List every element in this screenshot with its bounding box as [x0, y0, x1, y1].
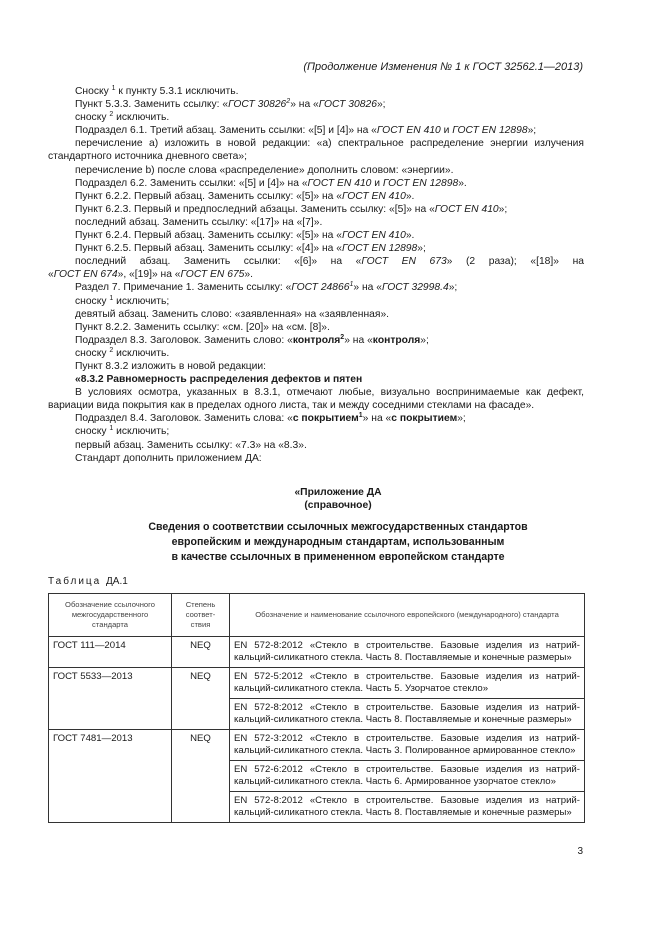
reference-cell: EN 572-6:2012 «Стекло в строительстве. Базовые изделия из натрий-кальций-силикатного стекла. Часть 6. Армированное узорчатое стекло»	[230, 761, 585, 792]
paragraph: Пункт 6.2.2. Первый абзац. Заменить ссылку: «[5]» на «ГОСТ EN 410».	[75, 190, 415, 202]
table-caption	[48, 576, 128, 587]
degree-cell: NEQ	[172, 668, 230, 730]
appendix-heading	[48, 520, 628, 565]
degree-cell: NEQ	[172, 637, 230, 668]
paragraph: перечисление b) после слова «распределение» дополнить словом: «энергии».	[75, 164, 454, 176]
reference-cell: EN 572-8:2012 «Стекло в строительстве. Базовые изделия из натрий-кальций-силикатного стекла. Часть 8. Поставляемые и конечные размеры»	[230, 637, 585, 668]
header-cell: Обозначение и наименование ссылочного европейского (международного) стандарта	[230, 594, 585, 637]
heading-line: европейским и международным стандартам, использованным	[171, 536, 505, 548]
standard-cell: ГОСТ 7481—2013	[49, 730, 172, 823]
paragraph: В условиях осмотра, указанных в 8.3.1, отмечают любые, визуально воспринимаемые как дефект, вариации вида покрытия как в пределах одного листа, так и между соседними стеклами на фасаде».	[48, 387, 584, 412]
reference-cell: EN 572-5:2012 «Стекло в строительстве. Базовые изделия из натрий-кальций-силикатного стекла. Часть 5. Узорчатое стекло»	[230, 668, 585, 699]
reference-cell: EN 572-8:2012 «Стекло в строительстве. Базовые изделия из натрий-кальций-силикатного стекла. Часть 8. Поставляемые и конечные размеры»	[230, 699, 585, 730]
section-heading: «8.3.2 Равномерность распределения дефектов и пятен	[75, 374, 363, 386]
table-row	[49, 637, 585, 668]
paragraph: Подраздел 6.1. Третий абзац. Заменить ссылки: «[5] и [4]» на «ГОСТ EN 410 и ГОСТ EN 12898»;	[75, 125, 537, 137]
heading-line: в качестве ссылочных в примененном европейском стандарте	[171, 551, 505, 563]
table-header-row	[49, 594, 585, 637]
appendix-title	[48, 486, 628, 512]
paragraph: девятый абзац. Заменить слово: «заявленная» на «заявленная».	[75, 308, 390, 320]
paragraph: Подраздел 8.3. Заголовок. Заменить слово: «контроля$^2$» на «контроля»;	[75, 333, 429, 346]
paragraph: перечисление а) изложить в новой редакции: «а) спектральное распределение энергии излучения стандартного источника дневного света»;	[48, 138, 584, 163]
paragraph: Подраздел 6.2. Заменить ссылки: «[5] и [4]» на «ГОСТ EN 410 и ГОСТ EN 12898».	[75, 177, 467, 189]
paragraph: последний абзац. Заменить ссылки: «[6]» на «ГОСТ EN 673» (2 раза); «[18]» на	[75, 256, 584, 268]
header-cell: Обозначение ссылочного межгосударственного стандарта	[49, 594, 172, 637]
paragraph: «ГОСТ EN 674», «[19]» на «ГОСТ EN 675».	[48, 269, 253, 281]
paragraph: Пункт 6.2.5. Первый абзац. Заменить ссылку: «[4]» на «ГОСТ EN 12898»;	[75, 243, 426, 255]
paragraph: Сноску $^1$ к пункту 5.3.1 исключить.	[75, 85, 239, 97]
paragraph: Подраздел 8.4. Заголовок. Заменить слова: «с покрытием$^1$» на «с покрытием»;	[75, 412, 466, 425]
heading-line: Сведения о соответствии ссылочных межгосударственных стандартов	[148, 521, 528, 533]
table-row	[49, 668, 585, 699]
correspondence-table	[48, 593, 585, 823]
caption-word: Таблица	[48, 576, 102, 587]
paragraph: Пункт 8.3.2 изложить в новой редакции:	[75, 360, 267, 372]
paragraph: Раздел 7. Примечание 1. Заменить ссылку: «ГОСТ 24866$^1$» на «ГОСТ 32998.4»;	[75, 281, 458, 294]
table-row	[49, 730, 585, 761]
paragraph: Пункт 8.2.2. Заменить ссылку: «см. [20]» на «см. [8]».	[75, 321, 330, 333]
page-number: 3	[577, 846, 583, 857]
appendix-subtitle: (справочное)	[304, 500, 372, 511]
standard-cell: ГОСТ 111—2014	[49, 637, 172, 668]
paragraph: первый абзац. Заменить ссылку: «7.3» на «8.3».	[75, 439, 307, 451]
paragraph: сноску $^2$ исключить.	[75, 111, 170, 124]
paragraph: сноску $^2$ исключить.	[75, 346, 170, 359]
paragraph: сноску $^1$ исключить;	[75, 425, 170, 438]
degree-cell: NEQ	[172, 730, 230, 823]
standard-cell: ГОСТ 5533—2013	[49, 668, 172, 730]
appendix-label: «Приложение ДА	[294, 487, 382, 498]
reference-cell: EN 572-8:2012 «Стекло в строительстве. Базовые изделия из натрий-кальций-силикатного стекла. Часть 8. Поставляемые и конечные размеры»	[230, 792, 585, 823]
paragraph: Пункт 6.2.4. Первый абзац. Заменить ссылку: «[5]» на «ГОСТ EN 410».	[75, 230, 415, 242]
paragraph: Стандарт дополнить приложением ДА:	[75, 452, 262, 464]
amendment-text	[48, 85, 584, 465]
header-cell: Степень соответ-ствия	[172, 594, 230, 637]
paragraph: Пункт 5.3.3. Заменить ссылку: «ГОСТ 30826$^2$» на «ГОСТ 30826»;	[75, 98, 386, 111]
reference-cell: EN 572-3:2012 «Стекло в строительстве. Базовые изделия из натрий-кальций-силикатного стекла. Часть 3. Полированное армированное стекло»	[230, 730, 585, 761]
paragraph: последний абзац. Заменить ссылку: «[17]» на «[7]».	[75, 216, 323, 228]
paragraph: Пункт 6.2.3. Первый и предпоследний абзацы. Заменить ссылку: «[5]» на «ГОСТ EN 410»;	[75, 203, 508, 215]
paragraph: сноску $^1$ исключить;	[75, 294, 170, 307]
caption-number: ДА.1	[106, 576, 128, 587]
running-header: (Продолжение Изменения № 1 к ГОСТ 32562.1—2013)	[303, 61, 583, 73]
